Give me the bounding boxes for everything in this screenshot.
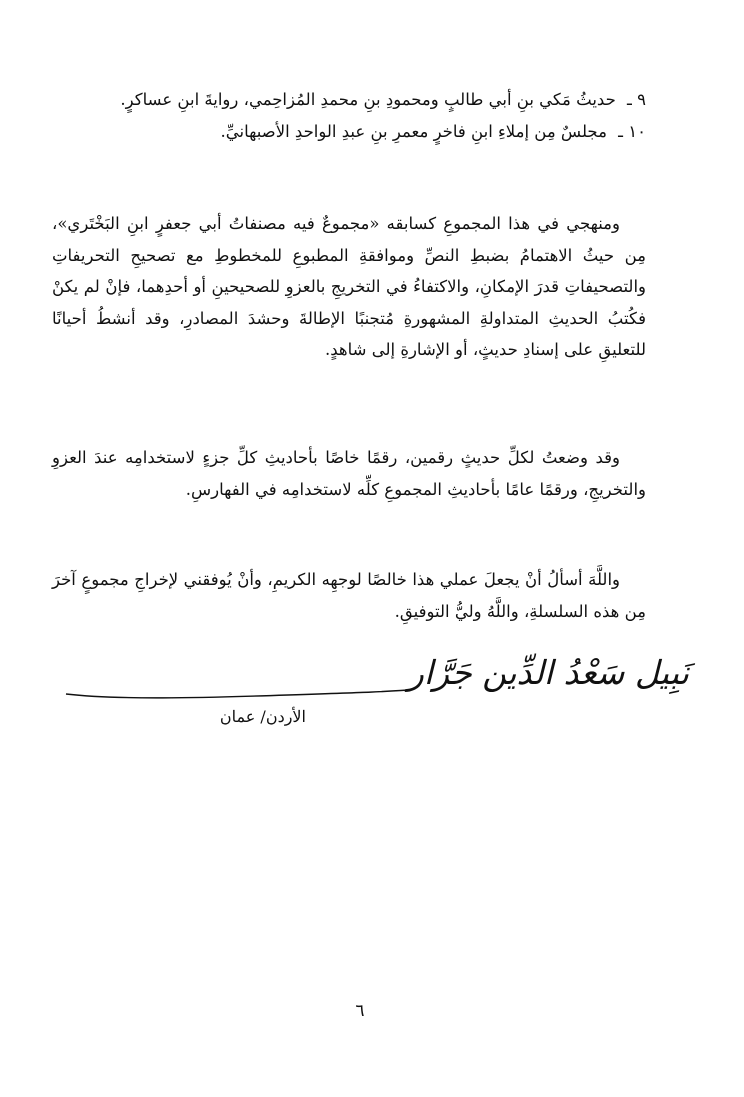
page-number: ٦ xyxy=(355,1001,365,1021)
signature-flourish xyxy=(66,690,408,698)
list-item-text: مجلسٌ مِن إملاءِ ابنِ فاخرٍ معمرِ بنِ عبدِ الواحدِ الأصبهانيِّ. xyxy=(220,121,607,141)
list-item-text: حديثُ مَكي بنِ أبي طالبٍ ومحمودِ بنِ محمدِ المُزاحِمي، روايةَ ابنِ عساكرٍ. xyxy=(120,90,616,109)
paragraph: وقد وضعتُ لكلِّ حديثٍ رقمين، رقمًا خاصًا بأحاديثِ كلِّ جزءٍ لاستخدامِه عندَ العزوِ والتخريجِ، ورقمًا عامًا بأحاديثِ المجموعِ كلِّه لاستخدامِه في الفهارسِ. xyxy=(52,448,646,499)
list-item-number: ١٠ ـ xyxy=(618,121,646,141)
list-item xyxy=(52,116,646,148)
methodology-paragraph xyxy=(52,208,646,366)
numbering-paragraph xyxy=(52,442,646,505)
location-line: الأردن/ عمان xyxy=(219,707,306,726)
numbered-list xyxy=(52,84,646,147)
paragraph: ومنهجي في هذا المجموعِ كسابقه «مجموعٌ فيه مصنفاتُ أبي جعفرٍ ابنِ البَخْتَري»، مِن حيثُ الاهتمامُ بضبطِ النصِّ وموافقةِ المطبوعِ للمخطوطِ مع تصحيحِ التحريفاتِ والتصحيفاتِ قدرَ الإمكانِ، والاكتفاءُ في التخريجِ بالعزوِ للصحيحينِ أو أحدِهما، فإنْ لم يكنْ فكُتبُ الحديثِ المتداولةِ المشهورةِ مُتجنبًا الإطالةَ وحشدَ المصادرِ، وقد أنشطُ أحيانًا للتعليقِ على إسنادِ حديثٍ، أو الإشارةِ إلى شاهدٍ. xyxy=(52,214,646,359)
list-item-number: ٩ ـ xyxy=(627,90,646,109)
closing-paragraph xyxy=(52,564,646,627)
list-item xyxy=(52,84,646,116)
author-signature xyxy=(58,640,690,710)
paragraph: واللَّهَ أسألُ أنْ يجعلَ عملي هذا خالصًا لوجهِه الكريمِ، وأنْ يُوفقني لإخراجِ مجموعٍ آخرَ مِن هذه السلسلةِ، واللَّهُ وليُّ التوفيقِ. xyxy=(52,570,646,621)
signature-text: نَبِيل سَعْدُ الدِّين جَرَّار xyxy=(408,653,690,692)
